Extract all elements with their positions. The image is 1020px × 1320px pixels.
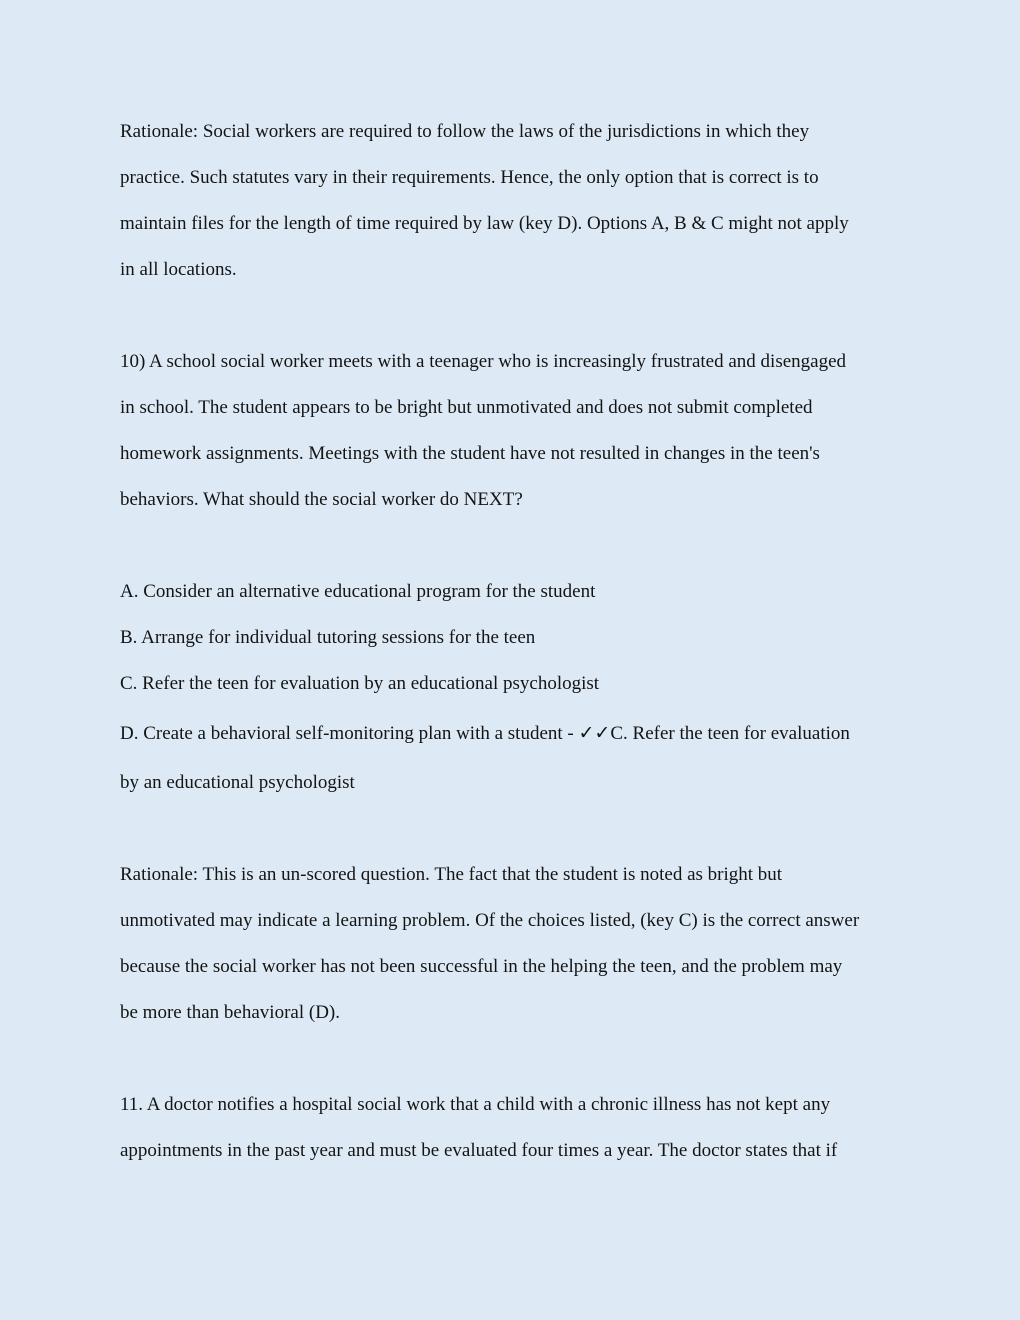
question-11-line-2: appointments in the past year and must be evaluated four times a year. The doctor states that if [120,1140,838,1161]
rationale-9-line-2: practice. Such statutes vary in their requirements. Hence, the only option that is correct is to [120,167,819,188]
option-d [120,721,850,746]
check-marks-icon: ✓✓ [578,722,611,744]
rationale-10-line-3: because the social worker has not been successful in the helping the teen, and the problem may [120,956,843,977]
question-10-line-1: 10) A school social worker meets with a teenager who is increasingly frustrated and disengaged [120,351,847,372]
question-10-line-2: in school. The student appears to be bright but unmotivated and does not submit completed [120,397,813,418]
answer-text-continued: by an educational psychologist [120,772,355,793]
rationale-9-line-1: Rationale: Social workers are required to follow the laws of the jurisdictions in which they [120,121,810,142]
option-a: A. Consider an alternative educational program for the student [120,581,596,602]
rationale-9-line-4: in all locations. [120,259,237,280]
option-c: C. Refer the teen for evaluation by an educational psychologist [120,673,600,694]
rationale-10-line-4: be more than behavioral (D). [120,1002,340,1023]
answer-text: C. Refer the teen for evaluation [610,723,850,744]
rationale-9-line-3: maintain files for the length of time required by law (key D). Options A, B & C might not apply [120,213,849,234]
question-11-line-1: 11. A doctor notifies a hospital social work that a child with a chronic illness has not kept any [120,1094,831,1115]
question-10-line-4: behaviors. What should the social worker do NEXT? [120,489,523,510]
rationale-10-line-2: unmotivated may indicate a learning problem. Of the choices listed, (key C) is the correct answer [120,910,860,931]
option-b: B. Arrange for individual tutoring sessions for the teen [120,627,536,648]
rationale-10-line-1: Rationale: This is an un-scored question. The fact that the student is noted as bright but [120,864,783,885]
question-10-line-3: homework assignments. Meetings with the student have not resulted in changes in the teen's [120,443,820,464]
option-d-text: D. Create a behavioral self-monitoring plan with a student - [120,723,579,744]
